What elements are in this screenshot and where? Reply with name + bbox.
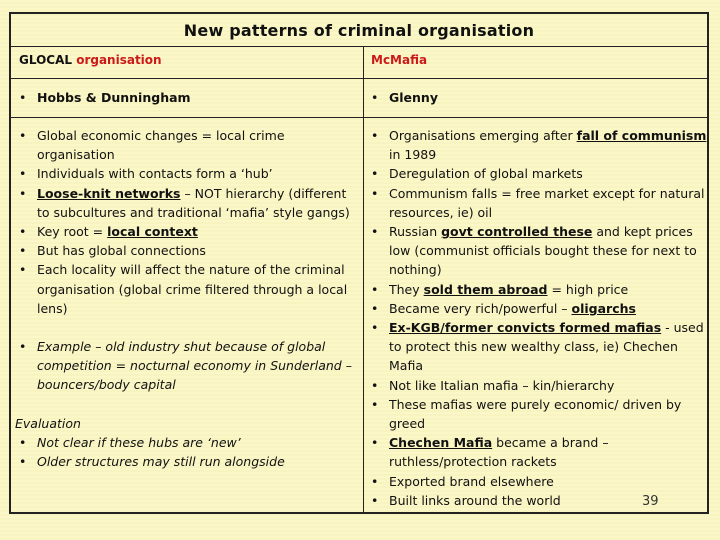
right-point-2: • Deregulation of global markets (371, 166, 583, 182)
right-point-7: • Ex-KGB/former convicts formed mafias - used to protect this new wealthy class, ie) Chechen Mafia (371, 320, 704, 374)
right-point-12: • Built links around the world (371, 492, 561, 508)
right-content (367, 126, 707, 510)
right-point-9: • These mafias were purely economic/ driven by greed (371, 396, 682, 432)
right-point-11: • Exported brand elsewhere (371, 473, 554, 489)
title-row (11, 14, 707, 47)
left-author: • Hobbs & Dunningham (19, 90, 191, 105)
evaluation-point-2: • Older structures may still run alongside (19, 454, 285, 470)
page-number: 39 (642, 494, 659, 509)
left-point-6: • Each locality will affect the nature of the criminal organisation (global crime filtered through a local lens) (19, 262, 348, 316)
right-column-header: McMafia (371, 53, 428, 67)
right-point-1: • Organisations emerging after fall of communism in 1989 (371, 128, 707, 163)
right-point-6: • Became very rich/powerful – oligarchs (371, 300, 636, 316)
evaluation-label: Evaluation (15, 415, 81, 431)
table-frame (9, 12, 709, 514)
left-point-1: • Global economic changes = local crime organisation (19, 128, 285, 163)
left-author-cell (15, 88, 355, 107)
right-author: • Glenny (371, 90, 438, 105)
left-example: • Example – old industry shut because of global competition = nocturnal economy in Sunderland – bouncers/body capital (19, 339, 352, 393)
right-point-3: • Communism falls = free market except for natural resources, ie) oil (371, 185, 705, 220)
row-divider-2 (11, 117, 707, 118)
left-point-4: • Key root = local context (19, 224, 198, 240)
right-point-4: • Russian govt controlled these and kept prices low (communist officials bought these for next to nothing) (371, 224, 697, 278)
slide-title: New patterns of criminal organisation (183, 21, 535, 40)
right-point-10: • Chechen Mafia became a brand – ruthless/protection rackets (371, 435, 609, 470)
right-author-cell (367, 88, 707, 107)
left-point-3: • Loose-knit networks – NOT hierarchy (different to subcultures and traditional ‘mafia’ style gangs) (19, 185, 350, 220)
left-point-2: • Individuals with contacts form a ‘hub’ (19, 166, 273, 182)
left-content (15, 126, 357, 471)
left-column-header: GLOCAL organisation (19, 53, 162, 67)
right-point-5: • They sold them abroad = high price (371, 281, 629, 297)
right-point-8: • Not like Italian mafia – kin/hierarchy (371, 377, 615, 393)
left-point-5: • But has global connections (19, 243, 206, 259)
evaluation-point-1: • Not clear if these hubs are ‘new’ (19, 434, 241, 450)
row-divider-1 (11, 78, 707, 79)
